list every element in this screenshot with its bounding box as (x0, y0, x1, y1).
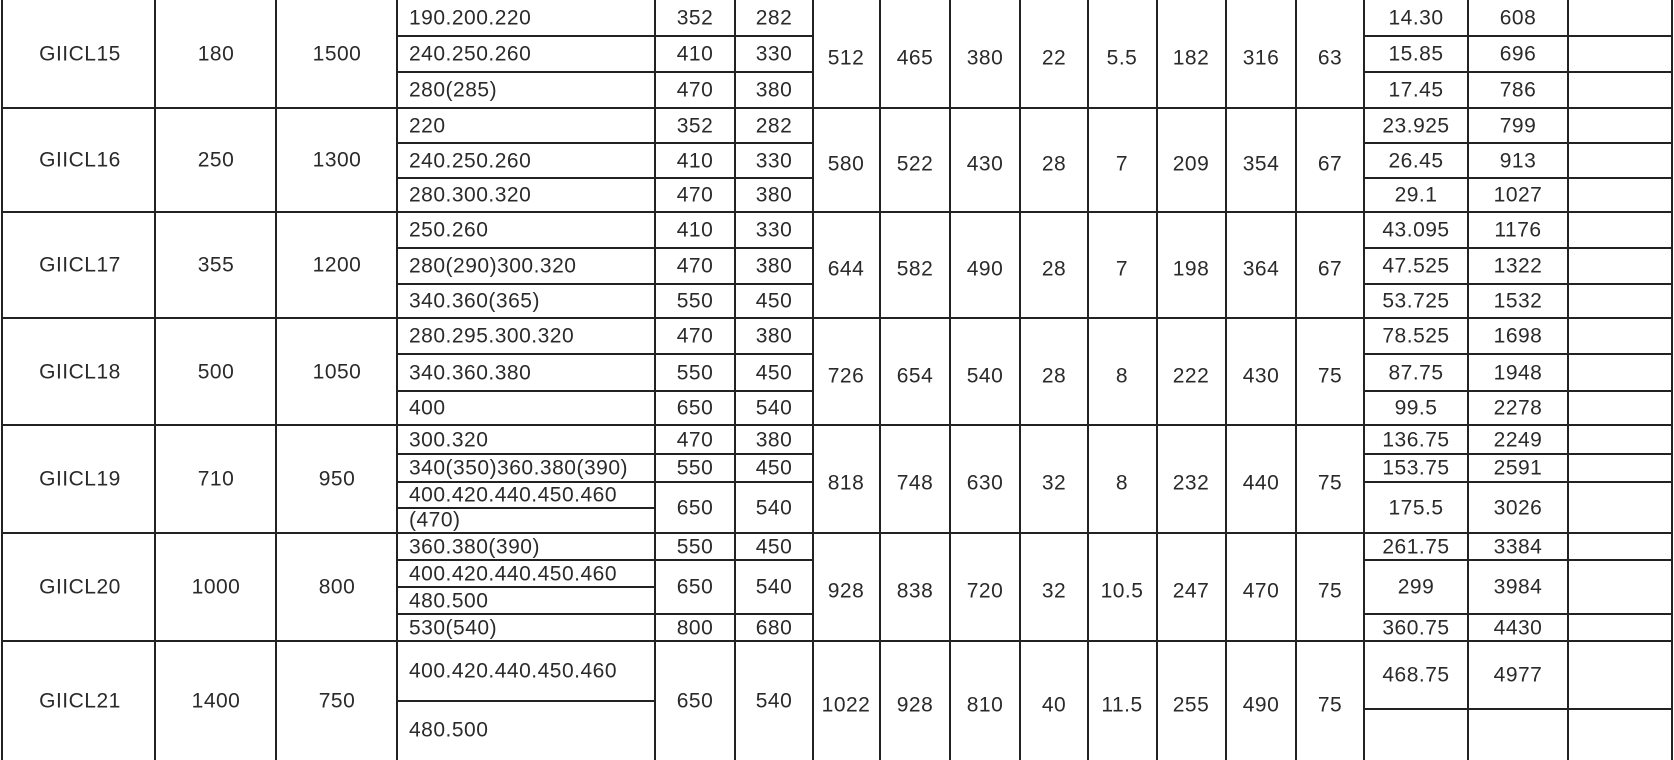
dimension-cell: 450 (755, 361, 793, 384)
row-divider (1364, 708, 1672, 710)
column-divider (154, 0, 156, 760)
mass-cell: 2591 (1493, 456, 1543, 480)
shared-value-cell: 198 (1172, 257, 1210, 281)
group-value-cell: 500 (197, 360, 235, 383)
shared-value-cell: 364 (1242, 257, 1280, 281)
dimension-cell: 650 (676, 575, 714, 599)
group-value-cell: 250 (197, 148, 235, 172)
dimension-cell: 450 (755, 289, 793, 313)
shared-value-cell: 5.5 (1106, 46, 1138, 70)
size-range-cell: 340.360(365) (409, 289, 540, 313)
row-divider (1364, 35, 1672, 37)
dimension-cell: 800 (676, 616, 714, 639)
shared-value-cell: 512 (827, 46, 865, 70)
dimension-cell: 330 (755, 218, 793, 242)
inertia-cell: 14.30 (1388, 6, 1444, 30)
mass-cell: 1176 (1494, 218, 1542, 242)
inertia-cell: 99.5 (1394, 396, 1438, 420)
shared-value-cell: 838 (896, 579, 934, 603)
group-divider (2, 211, 1672, 213)
group-divider (2, 532, 1672, 534)
mass-cell: 2278 (1493, 396, 1543, 420)
shared-value-cell: 67 (1317, 257, 1343, 281)
inertia-cell: 43.095 (1382, 218, 1450, 242)
row-divider (397, 613, 813, 615)
inertia-cell: 261.75 (1382, 535, 1450, 558)
dimension-cell: 470 (676, 78, 714, 102)
size-range-cell: 360.380(390) (409, 535, 540, 558)
shared-value-cell: 928 (896, 693, 934, 716)
column-divider (1019, 0, 1021, 760)
column-divider (1467, 0, 1469, 760)
row-divider (1364, 453, 1672, 455)
shared-value-cell: 7 (1115, 257, 1129, 281)
dimension-cell: 470 (676, 183, 714, 207)
size-range-cell: 340(350)360.380(390) (409, 456, 628, 480)
size-range-cell: 280.295.300.320 (409, 324, 575, 348)
group-value-cell: 1200 (312, 253, 362, 277)
dimension-cell: 470 (676, 324, 714, 348)
dimension-cell: 550 (676, 456, 714, 480)
dimension-cell: 540 (755, 575, 793, 599)
mass-cell: 4430 (1493, 616, 1543, 639)
column-divider (1225, 0, 1227, 760)
mass-cell: 1698 (1493, 324, 1543, 348)
shared-value-cell: 654 (896, 364, 934, 387)
shared-value-cell: 28 (1041, 257, 1067, 281)
size-range-cell: 400.420.440.450.460 (409, 483, 618, 507)
mass-cell: 913 (1499, 149, 1537, 172)
shared-value-cell: 580 (827, 152, 865, 176)
shared-value-cell: 8 (1115, 364, 1129, 387)
row-divider (1364, 559, 1672, 561)
dimension-cell: 450 (755, 456, 793, 480)
shared-value-cell: 470 (1242, 579, 1280, 603)
column-divider (879, 0, 881, 760)
shared-value-cell: 232 (1172, 471, 1210, 495)
column-divider (1087, 0, 1089, 760)
dimension-cell: 550 (676, 535, 714, 558)
group-divider (2, 317, 1672, 319)
column-divider (1295, 0, 1297, 760)
group-divider (2, 424, 1672, 426)
row-divider (1364, 613, 1672, 615)
inertia-cell: 29.1 (1394, 183, 1438, 207)
column-divider (1156, 0, 1158, 760)
inertia-cell: 153.75 (1382, 456, 1450, 480)
dimension-cell: 410 (676, 218, 714, 242)
inertia-cell: 17.45 (1388, 78, 1444, 102)
row-divider (397, 247, 813, 249)
model-cell: GIICL19 (39, 467, 121, 491)
shared-value-cell: 1022 (821, 693, 871, 716)
shared-value-cell: 748 (896, 471, 934, 495)
row-divider (1364, 390, 1672, 392)
size-range-cell: 190.200.220 (409, 6, 532, 30)
inertia-cell: 23.925 (1382, 114, 1450, 137)
inertia-cell: 87.75 (1388, 361, 1444, 384)
size-range-cell: 220 (409, 114, 446, 137)
group-divider (2, 640, 1672, 642)
size-range-cell: (470) (409, 508, 461, 532)
shared-value-cell: 182 (1172, 46, 1210, 70)
shared-value-cell: 28 (1041, 364, 1067, 387)
dimension-cell: 650 (676, 496, 714, 519)
column-divider (1671, 0, 1673, 760)
inertia-cell: 15.85 (1388, 42, 1444, 66)
dimension-cell: 410 (676, 42, 714, 66)
shared-value-cell: 818 (827, 471, 865, 495)
shared-value-cell: 522 (896, 152, 934, 176)
shared-value-cell: 540 (966, 364, 1004, 387)
group-value-cell: 1300 (312, 148, 362, 172)
shared-value-cell: 380 (966, 46, 1004, 70)
mass-cell: 1322 (1493, 254, 1543, 278)
dimension-cell: 282 (755, 114, 793, 137)
model-cell: GIICL18 (39, 360, 121, 383)
row-divider (397, 353, 813, 355)
row-divider (397, 142, 813, 144)
row-divider (1364, 353, 1672, 355)
size-range-cell: 480.500 (409, 718, 489, 742)
mass-cell: 4977 (1493, 663, 1543, 687)
model-cell: GIICL15 (39, 42, 121, 66)
group-value-cell: 710 (197, 467, 235, 491)
column-divider (1567, 0, 1569, 760)
dimension-cell: 330 (755, 149, 793, 172)
shared-value-cell: 255 (1172, 693, 1210, 716)
shared-value-cell: 644 (827, 257, 865, 281)
shared-value-cell: 720 (966, 579, 1004, 603)
shared-value-cell: 40 (1041, 693, 1067, 716)
inertia-cell: 26.45 (1388, 149, 1444, 172)
dimension-cell: 650 (676, 396, 714, 420)
group-value-cell: 1500 (312, 42, 362, 66)
shared-value-cell: 247 (1172, 579, 1210, 603)
group-value-cell: 1400 (191, 689, 241, 712)
column-divider (396, 0, 398, 760)
model-cell: GIICL20 (39, 575, 121, 599)
shared-value-cell: 582 (896, 257, 934, 281)
group-value-cell: 1000 (191, 575, 241, 599)
shared-value-cell: 75 (1317, 579, 1343, 603)
shared-value-cell: 10.5 (1100, 579, 1144, 603)
shared-value-cell: 490 (966, 257, 1004, 281)
column-divider (734, 0, 736, 760)
dimension-cell: 410 (676, 149, 714, 172)
dimension-cell: 380 (755, 254, 793, 278)
row-divider (397, 390, 813, 392)
dimension-cell: 680 (755, 616, 793, 639)
row-divider (1364, 71, 1672, 73)
dimension-cell: 352 (676, 114, 714, 137)
column-divider (949, 0, 951, 760)
shared-value-cell: 209 (1172, 152, 1210, 176)
mass-cell: 3384 (1493, 535, 1543, 558)
group-value-cell: 355 (197, 253, 235, 277)
column-divider (812, 0, 814, 760)
dimension-cell: 650 (676, 689, 714, 712)
inertia-cell: 53.725 (1382, 289, 1450, 313)
row-divider (397, 507, 655, 509)
shared-value-cell: 63 (1317, 46, 1343, 70)
dimension-cell: 450 (755, 535, 793, 558)
model-cell: GIICL21 (39, 689, 121, 712)
dimension-cell: 380 (755, 428, 793, 451)
mass-cell: 786 (1499, 78, 1537, 102)
dimension-cell: 352 (676, 6, 714, 30)
row-divider (397, 559, 813, 561)
group-value-cell: 1050 (312, 360, 362, 383)
shared-value-cell: 430 (966, 152, 1004, 176)
mass-cell: 1027 (1493, 183, 1543, 207)
shared-value-cell: 8 (1115, 471, 1129, 495)
dimension-cell: 540 (755, 689, 793, 712)
shared-value-cell: 928 (827, 579, 865, 603)
shared-value-cell: 7 (1115, 152, 1129, 176)
shared-value-cell: 354 (1242, 152, 1280, 176)
row-divider (1364, 142, 1672, 144)
row-divider (397, 453, 813, 455)
shared-value-cell: 726 (827, 364, 865, 387)
mass-cell: 608 (1499, 6, 1537, 30)
inertia-cell: 468.75 (1382, 663, 1450, 687)
dimension-cell: 470 (676, 428, 714, 451)
column-divider (275, 0, 277, 760)
dimension-cell: 380 (755, 78, 793, 102)
dimension-cell: 540 (755, 396, 793, 420)
group-value-cell: 750 (318, 689, 356, 712)
size-range-cell: 280(285) (409, 78, 498, 102)
mass-cell: 799 (1499, 114, 1537, 137)
dimension-cell: 282 (755, 6, 793, 30)
row-divider (397, 586, 655, 588)
size-range-cell: 250.260 (409, 218, 489, 242)
size-range-cell: 300.320 (409, 428, 489, 451)
dimension-cell: 380 (755, 183, 793, 207)
size-range-cell: 240.250.260 (409, 149, 532, 172)
row-divider (397, 177, 813, 179)
size-range-cell: 400.420.440.450.460 (409, 562, 618, 585)
size-range-cell: 280.300.320 (409, 183, 532, 207)
mass-cell: 2249 (1493, 428, 1543, 451)
size-range-cell: 340.360.380 (409, 361, 532, 384)
column-divider (654, 0, 656, 760)
mass-cell: 1948 (1493, 361, 1543, 384)
group-value-cell: 950 (318, 467, 356, 491)
inertia-cell: 78.525 (1382, 324, 1450, 348)
shared-value-cell: 75 (1317, 693, 1343, 716)
dimension-cell: 330 (755, 42, 793, 66)
shared-value-cell: 490 (1242, 693, 1280, 716)
shared-value-cell: 32 (1041, 471, 1067, 495)
shared-value-cell: 222 (1172, 364, 1210, 387)
model-cell: GIICL17 (39, 253, 121, 277)
mass-cell: 3026 (1493, 496, 1543, 519)
row-divider (1364, 481, 1672, 483)
inertia-cell: 360.75 (1382, 616, 1450, 639)
mass-cell: 1532 (1493, 289, 1543, 313)
column-divider (1363, 0, 1365, 760)
shared-value-cell: 32 (1041, 579, 1067, 603)
inertia-cell: 136.75 (1382, 428, 1450, 451)
inertia-cell: 175.5 (1388, 496, 1444, 519)
group-divider (2, 107, 1672, 109)
shared-value-cell: 75 (1317, 471, 1343, 495)
shared-value-cell: 316 (1242, 46, 1280, 70)
mass-cell: 696 (1499, 42, 1537, 66)
column-divider (1, 0, 3, 760)
row-divider (397, 283, 813, 285)
dimension-cell: 550 (676, 289, 714, 313)
shared-value-cell: 22 (1041, 46, 1067, 70)
row-divider (1364, 283, 1672, 285)
row-divider (397, 71, 813, 73)
dimension-cell: 470 (676, 254, 714, 278)
inertia-cell: 47.525 (1382, 254, 1450, 278)
row-divider (1364, 177, 1672, 179)
shared-value-cell: 630 (966, 471, 1004, 495)
row-divider (397, 700, 655, 702)
shared-value-cell: 430 (1242, 364, 1280, 387)
size-range-cell: 280(290)300.320 (409, 254, 577, 278)
size-range-cell: 400 (409, 396, 446, 420)
shared-value-cell: 75 (1317, 364, 1343, 387)
model-cell: GIICL16 (39, 148, 121, 172)
size-range-cell: 480.500 (409, 589, 489, 612)
shared-value-cell: 465 (896, 46, 934, 70)
shared-value-cell: 440 (1242, 471, 1280, 495)
shared-value-cell: 11.5 (1101, 693, 1143, 716)
mass-cell: 3984 (1493, 575, 1543, 599)
group-value-cell: 800 (318, 575, 356, 599)
row-divider (1364, 247, 1672, 249)
inertia-cell: 299 (1397, 575, 1435, 599)
shared-value-cell: 67 (1317, 152, 1343, 176)
dimension-cell: 550 (676, 361, 714, 384)
size-range-cell: 400.420.440.450.460 (409, 659, 618, 683)
dimension-cell: 380 (755, 324, 793, 348)
shared-value-cell: 810 (966, 693, 1004, 716)
group-value-cell: 180 (197, 42, 235, 66)
shared-value-cell: 28 (1041, 152, 1067, 176)
dimension-cell: 540 (755, 496, 793, 519)
row-divider (397, 35, 813, 37)
size-range-cell: 530(540) (409, 616, 498, 639)
size-range-cell: 240.250.260 (409, 42, 532, 66)
